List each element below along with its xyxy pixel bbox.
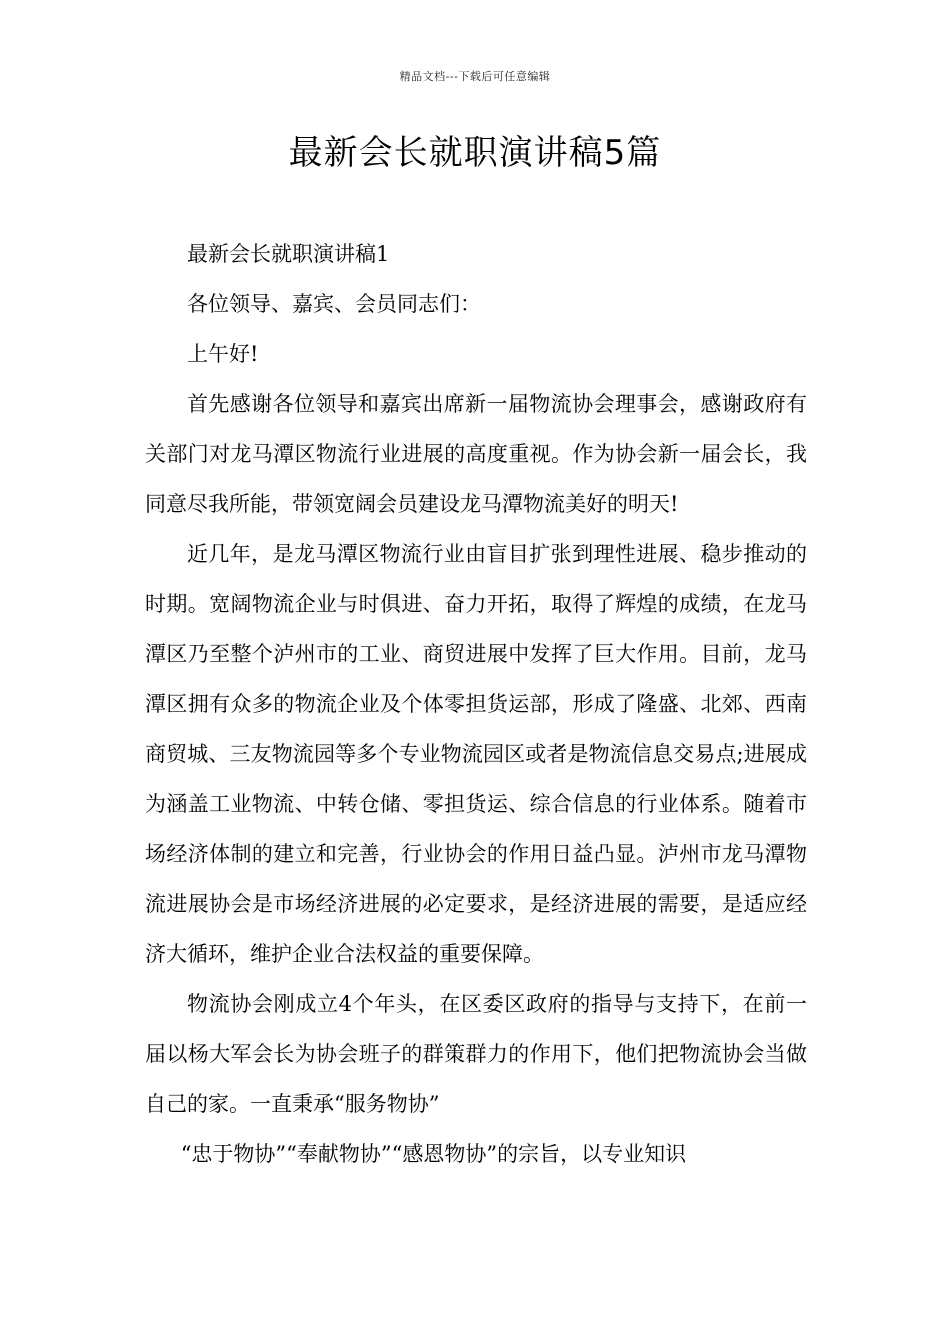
- salutation: 各位领导、嘉宾、会员同志们：: [187, 292, 481, 316]
- body-paragraph: “忠于物协”“奉献物协”“感恩物协”的宗旨，以专业知识: [180, 1142, 687, 1166]
- body-paragraph: 近几年，是龙马潭区物流行业由盲目扩张到理性进展、稳步推动的时期。宽阔物流企业与时俱进、奋力开拓，取得了辉煌的成绩，在龙马潭区乃至整个泸州市的工业、商贸进展中发挥了巨大作用。目前，龙马潭区拥有众多的物流企业及个体零担货运部，形成了隆盛、北郊、西南商贸城、三友物流园等多个专业物流园区或者是物流信息交易点;进展成为涵盖工业物流、中转仓储、零担货运、综合信息的行业体系。随着市场经济体制的建立和完善，行业协会的作用日益凸显。泸州市龙马潭物流进展协会是市场经济进展的必定要求，是经济进展的需要，是适应经济大循环，维护企业合法权益的重要保障。: [145, 542, 807, 966]
- body-paragraph: 物流协会刚成立4个年头，在区委区政府的指导与支持下，在前一届以杨大军会长为协会班子的群策群力的作用下，他们把物流协会当做自己的家。一直秉承“服务物协”: [145, 992, 807, 1116]
- header-note: 精品文档---下载后可任意编辑: [399, 70, 551, 83]
- document-body: [145, 229, 807, 1179]
- section-heading: 最新会长就职演讲稿1: [187, 242, 390, 266]
- body-paragraph: 首先感谢各位领导和嘉宾出席新一届物流协会理事会，感谢政府有关部门对龙马潭区物流行业进展的高度重视。作为协会新一届会长，我同意尽我所能，带领宽阔会员建设龙马潭物流美好的明天!: [145, 392, 807, 516]
- document-title: 最新会长就职演讲稿5篇: [288, 133, 662, 173]
- greeting: 上午好!: [187, 342, 259, 366]
